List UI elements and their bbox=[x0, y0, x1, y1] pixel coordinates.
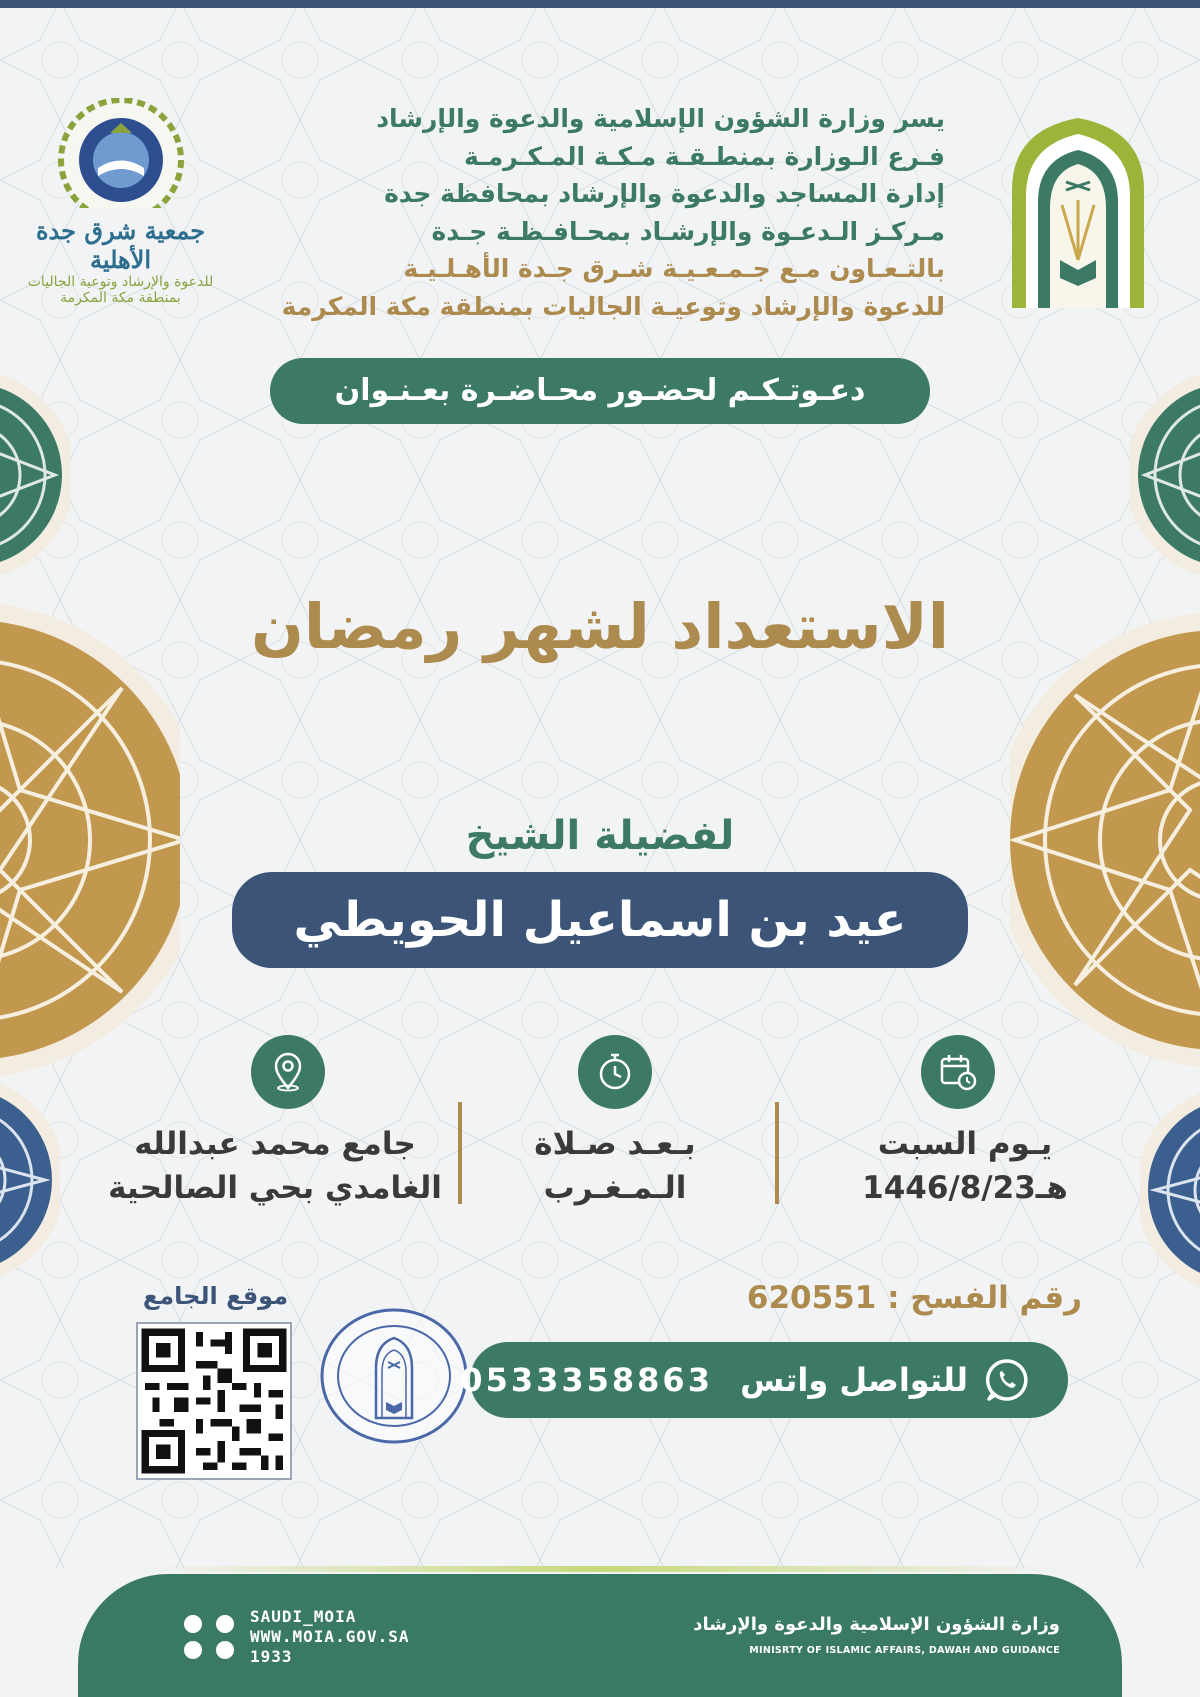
date-info: يـوم السبت 1446/8/23هـ bbox=[862, 1126, 1068, 1206]
time-info: بـعـد صـلاة الـمـغـرب bbox=[534, 1126, 696, 1206]
intro-line: إدارة المساجد والدعوة والإرشاد بمحافظة جدة bbox=[384, 179, 945, 208]
mosque-location-qr-code[interactable] bbox=[136, 1322, 292, 1480]
facebook-icon[interactable] bbox=[184, 1641, 202, 1659]
calendar-clock-icon bbox=[921, 1035, 995, 1109]
intro-line: فـرع الـوزارة بمنطـقـة مـكـة المـكـرمـة bbox=[464, 141, 945, 171]
whatsapp-icon bbox=[984, 1357, 1030, 1403]
contact-number[interactable]: 0533358863 bbox=[460, 1361, 713, 1399]
instagram-icon[interactable] bbox=[216, 1615, 234, 1633]
divider bbox=[775, 1102, 779, 1204]
association-logo bbox=[18, 98, 223, 328]
right-green-rosette bbox=[1130, 350, 1200, 600]
social-handle[interactable]: SAUDI_MOIA bbox=[250, 1607, 357, 1626]
ministry-logo bbox=[1002, 110, 1154, 310]
footer-ministry-name-arabic: وزارة الشؤون الإسلامية والدعوة والإرشاد bbox=[693, 1614, 1060, 1635]
official-stamp bbox=[318, 1306, 470, 1446]
left-green-rosette bbox=[0, 350, 70, 600]
intro-lines bbox=[265, 100, 945, 325]
intro-line: للدعوة والإرشاد وتوعيـة الجاليات بمنطقة مكة المكرمة bbox=[281, 291, 945, 321]
footer-accent-line bbox=[150, 1566, 1050, 1572]
website-link[interactable]: WWW.MOIA.GOV.SA bbox=[250, 1627, 410, 1646]
contact-label: للتواصل واتس bbox=[740, 1361, 968, 1399]
left-blue-rosette bbox=[0, 1070, 60, 1290]
hotline-number[interactable]: 1933 bbox=[250, 1647, 293, 1666]
phone-icon[interactable] bbox=[216, 1641, 234, 1659]
sheikh-label: لفضيلة الشيخ bbox=[465, 813, 735, 859]
stopwatch-icon bbox=[578, 1035, 652, 1109]
mosque-location-label: موقع الجامع bbox=[142, 1282, 289, 1310]
intro-line: مـركـز الـدعـوة والإرشـاد بمحـافـظـة جـدة bbox=[431, 216, 945, 246]
footer-contact-info bbox=[250, 1607, 410, 1667]
sheikh-name-banner: عيد بن اسماعيل الحويطي bbox=[232, 872, 968, 968]
twitter-icon[interactable] bbox=[184, 1615, 202, 1633]
footer bbox=[78, 1574, 1122, 1697]
right-blue-rosette bbox=[1140, 1080, 1200, 1300]
intro-line: يسر وزارة الشؤون الإسلامية والدعوة والإرشاد bbox=[376, 104, 945, 133]
footer-ministry-name-english: MINISRTY OF ISLAMIC AFFAIRS, DAWAH AND GUIDANCE bbox=[749, 1645, 1060, 1656]
whatsapp-contact-button[interactable] bbox=[460, 1342, 1068, 1418]
permit-number: رقم الفسح : 620551 bbox=[746, 1280, 1082, 1316]
intro-line: بالتـعـاون مـع جـمـعـيـة شـرق جـدة الأهـلـيـة bbox=[403, 254, 945, 283]
association-logo-text: جمعية شرق جدة الأهلية للدعوة والإرشاد وتوعية الجاليات بمنطقة مكة المكرمة bbox=[27, 216, 214, 306]
location-pin-icon bbox=[251, 1035, 325, 1109]
lecture-title: الاستعداد لشهر رمضان bbox=[251, 590, 949, 663]
invite-banner: دعـوتـكـم لحضـور محـاضـرة بعـنـوان bbox=[270, 358, 930, 424]
place-info: جامع محمد عبدالله الغامدي بحي الصالحية bbox=[108, 1126, 442, 1206]
divider bbox=[458, 1102, 462, 1204]
